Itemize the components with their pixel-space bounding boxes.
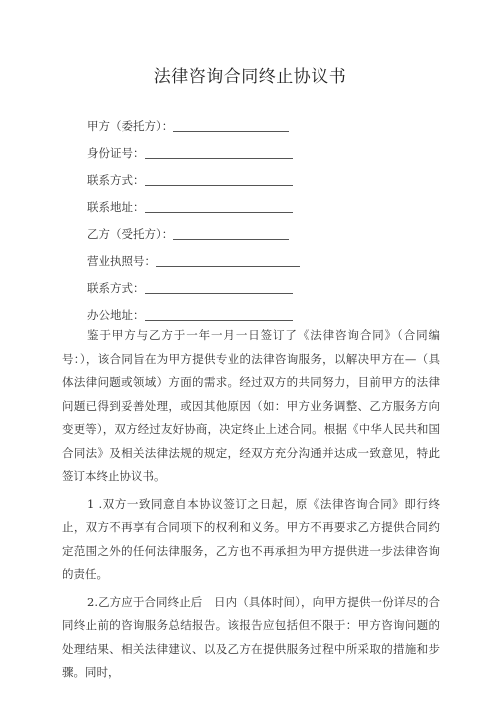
blank-line[interactable] <box>145 145 293 159</box>
field-label: 乙方（受托方）： <box>87 227 174 241</box>
blank-line[interactable] <box>145 172 293 186</box>
field-party-b-contact <box>87 280 300 307</box>
blank-line[interactable] <box>173 226 289 240</box>
field-party-a-contact <box>87 172 300 199</box>
field-label: 营业执照号： <box>87 254 156 268</box>
blank-line[interactable] <box>145 307 293 321</box>
field-label: 甲方（委托方）： <box>87 119 174 133</box>
field-business-license <box>87 253 300 280</box>
blank-line[interactable] <box>156 253 300 267</box>
clause-1-paragraph: 1 .双方一致同意自本协议签订之日起，原《法律咨询合同》即行终止，双方不再享有合同项下的权利和义务。甲方不再要求乙方提供合同约定范围之外的任何法律服务，乙方也不再承担为甲方提供进一步法律咨询的责任。 <box>62 496 440 581</box>
blank-line[interactable] <box>145 199 293 213</box>
field-label: 身份证号： <box>87 146 145 160</box>
blank-line[interactable] <box>173 118 289 132</box>
blank-line[interactable] <box>145 280 293 294</box>
agreement-body <box>62 324 440 689</box>
field-party-a-address <box>87 199 300 226</box>
document-title: 法律咨询合同终止协议书 <box>153 67 347 87</box>
field-id-number <box>87 145 300 172</box>
preamble-paragraph: 鉴于甲方与乙方于一年一月一日签订了《法律咨询合同》（合同编号：），该合同旨在为甲方提供专业的法律咨询服务，以解决甲方在—（具体法律问题或领域）方面的需求。经过双方的共同努力，目前甲方的法律问题已得到妥善处理，或因其他原因（如：甲方业务调整、乙方服务方向变更等），双方经过友好协商，决定终止上述合同。根据《中华人民共和国合同法》及相关法律法规的规定，经双方充分沟通并达成一致意见，特此签订本终止协议书。 <box>62 328 440 483</box>
field-label: 办公地址： <box>87 308 145 322</box>
field-label: 联系方式： <box>87 281 145 295</box>
clause-2-paragraph: 2.乙方应于合同终止后 日内（具体时间），向甲方提供一份详尽的合同终止前的咨询服务总结报告。该报告应包括但不限于：甲方咨询问题的处理结果、相关法律建议、以及乙方在提供服务过程中所采取的措施和步骤。同时， <box>62 594 440 679</box>
field-label: 联系地址： <box>87 200 145 214</box>
field-label: 联系方式： <box>87 173 145 187</box>
party-info-fields <box>87 118 300 334</box>
field-party-a <box>87 118 300 145</box>
field-party-b <box>87 226 300 253</box>
